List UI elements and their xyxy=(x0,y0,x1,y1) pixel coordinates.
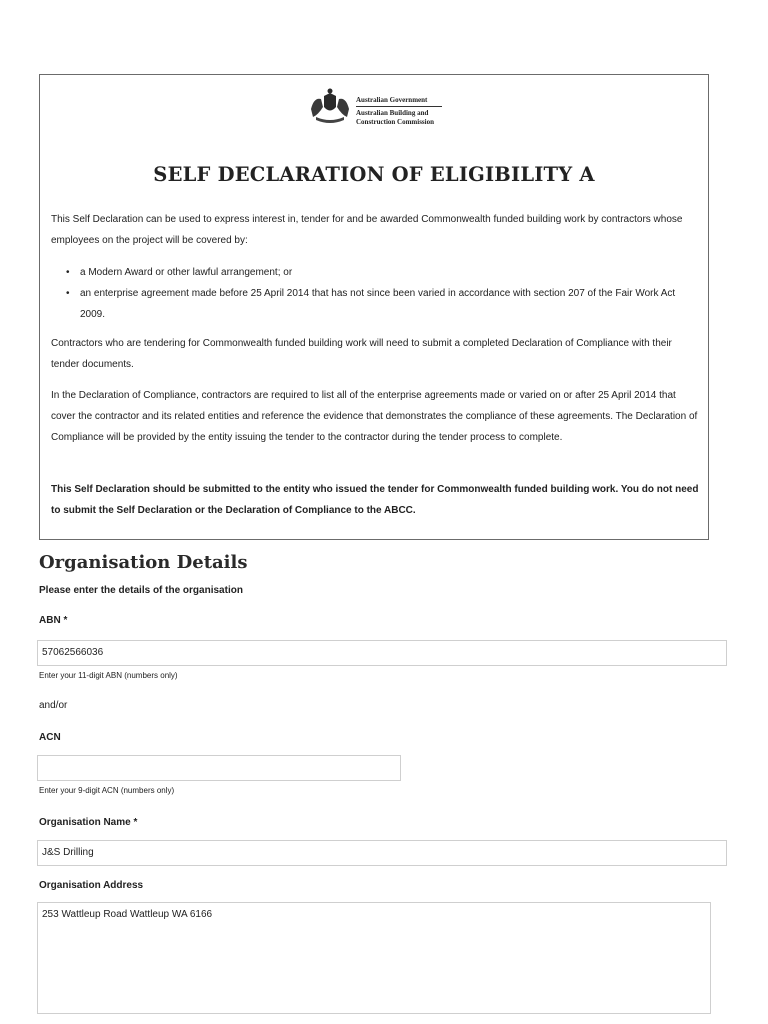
declaration-box xyxy=(39,74,709,540)
eligibility-list xyxy=(66,262,696,325)
acn-label: ACN xyxy=(39,732,61,743)
submission-note: This Self Declaration should be submitted to the entity who issued the tender for Commonwealth funded building work. You do not need to submit the Self Declaration or the Declaration of Compliance to the ABCC. xyxy=(51,484,699,516)
org-name-label: Organisation Name * xyxy=(39,817,138,828)
list-item: • an enterprise agreement made before 25 April 2014 that has not since been varied in accordance with section 207 of the Fair Work Act 2009. xyxy=(66,283,696,325)
abn-label: ABN * xyxy=(39,615,68,626)
gov-name: Australian Government xyxy=(356,96,442,107)
compliance-paragraph: In the Declaration of Compliance, contractors are required to list all of the enterprise agreements made or varied on or after 25 April 2014 that cover the contractor and its related entities and reference the evidence that demonstrates the compliance of these agreements. The Declaration of Compliance will be provided by the entity issuing the tender to the contractor during the tender process to complete. xyxy=(51,390,698,443)
org-address-textarea[interactable]: 253 Wattleup Road Wattleup WA 6166 xyxy=(37,902,711,1014)
org-name-input[interactable]: J&S Drilling xyxy=(37,840,727,866)
coat-of-arms-icon xyxy=(308,87,352,127)
org-address-label: Organisation Address xyxy=(39,880,144,891)
agency-name: Australian Building and Construction Commission xyxy=(356,109,434,126)
tender-paragraph: Contractors who are tendering for Commonwealth funded building work will need to submit a completed Declaration of Compliance with their tender documents. xyxy=(51,338,672,370)
abn-input[interactable]: 57062566036 xyxy=(37,640,727,666)
page-title: SELF DECLARATION OF ELIGIBILITY A xyxy=(153,163,595,186)
list-item: • a Modern Award or other lawful arrangement; or xyxy=(66,262,696,283)
acn-hint: Enter your 9-digit ACN (numbers only) xyxy=(39,786,175,795)
acn-input[interactable] xyxy=(37,755,401,781)
abn-hint: Enter your 11-digit ABN (numbers only) xyxy=(39,671,178,680)
government-logo xyxy=(308,87,458,129)
section-title: Organisation Details xyxy=(39,552,248,573)
and-or-text: and/or xyxy=(39,700,68,711)
intro-paragraph: This Self Declaration can be used to express interest in, tender for and be awarded Commonwealth funded building work by contractors whose employees on the project will be covered by: xyxy=(51,214,683,246)
section-subtitle: Please enter the details of the organisation xyxy=(39,585,243,596)
